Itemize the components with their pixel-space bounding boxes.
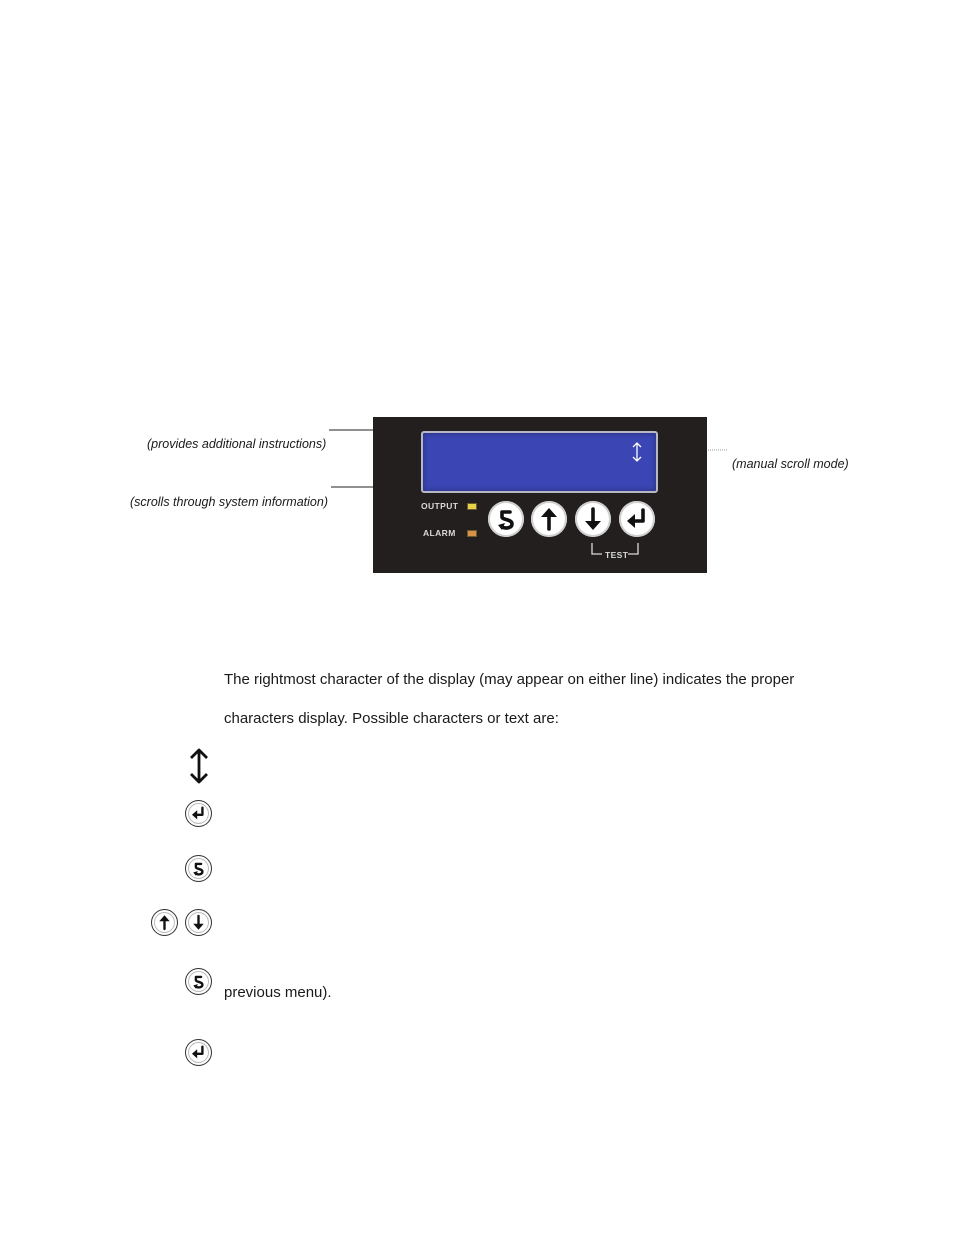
scroll-updown-icon bbox=[188, 747, 210, 785]
output-led bbox=[467, 503, 477, 510]
back-button[interactable] bbox=[488, 501, 524, 537]
enter-button[interactable] bbox=[619, 501, 655, 537]
alarm-led bbox=[467, 530, 477, 537]
body-text-line-2: characters display. Possible characters or text are: bbox=[224, 710, 559, 727]
lcd-display bbox=[421, 431, 658, 493]
enter-key-icon bbox=[185, 800, 212, 827]
up-button[interactable] bbox=[531, 501, 567, 537]
manual-scroll-annotation: (manual scroll mode) bbox=[732, 457, 849, 471]
up-arrow-icon bbox=[536, 506, 562, 532]
scroll-annotation: (scrolls through system information) bbox=[130, 495, 328, 509]
enter-arrow-icon bbox=[624, 506, 650, 532]
alarm-label: ALARM bbox=[423, 528, 456, 538]
down-key-icon bbox=[185, 909, 212, 936]
output-label: OUTPUT bbox=[421, 501, 459, 511]
enter-key-icon bbox=[185, 1039, 212, 1066]
back-arrow-icon bbox=[493, 506, 519, 532]
test-label: TEST bbox=[605, 550, 629, 560]
body-text-line-1: The rightmost character of the display (may appear on either line) indicates the proper bbox=[224, 671, 795, 688]
previous-menu-text: previous menu). bbox=[224, 984, 332, 1001]
down-button[interactable] bbox=[575, 501, 611, 537]
scroll-updown-icon bbox=[631, 441, 643, 463]
back-key-icon bbox=[185, 855, 212, 882]
device-front-panel bbox=[373, 417, 707, 573]
instructions-annotation: (provides additional instructions) bbox=[147, 437, 327, 451]
up-key-icon bbox=[151, 909, 178, 936]
down-arrow-icon bbox=[580, 506, 606, 532]
back-key-icon bbox=[185, 968, 212, 995]
